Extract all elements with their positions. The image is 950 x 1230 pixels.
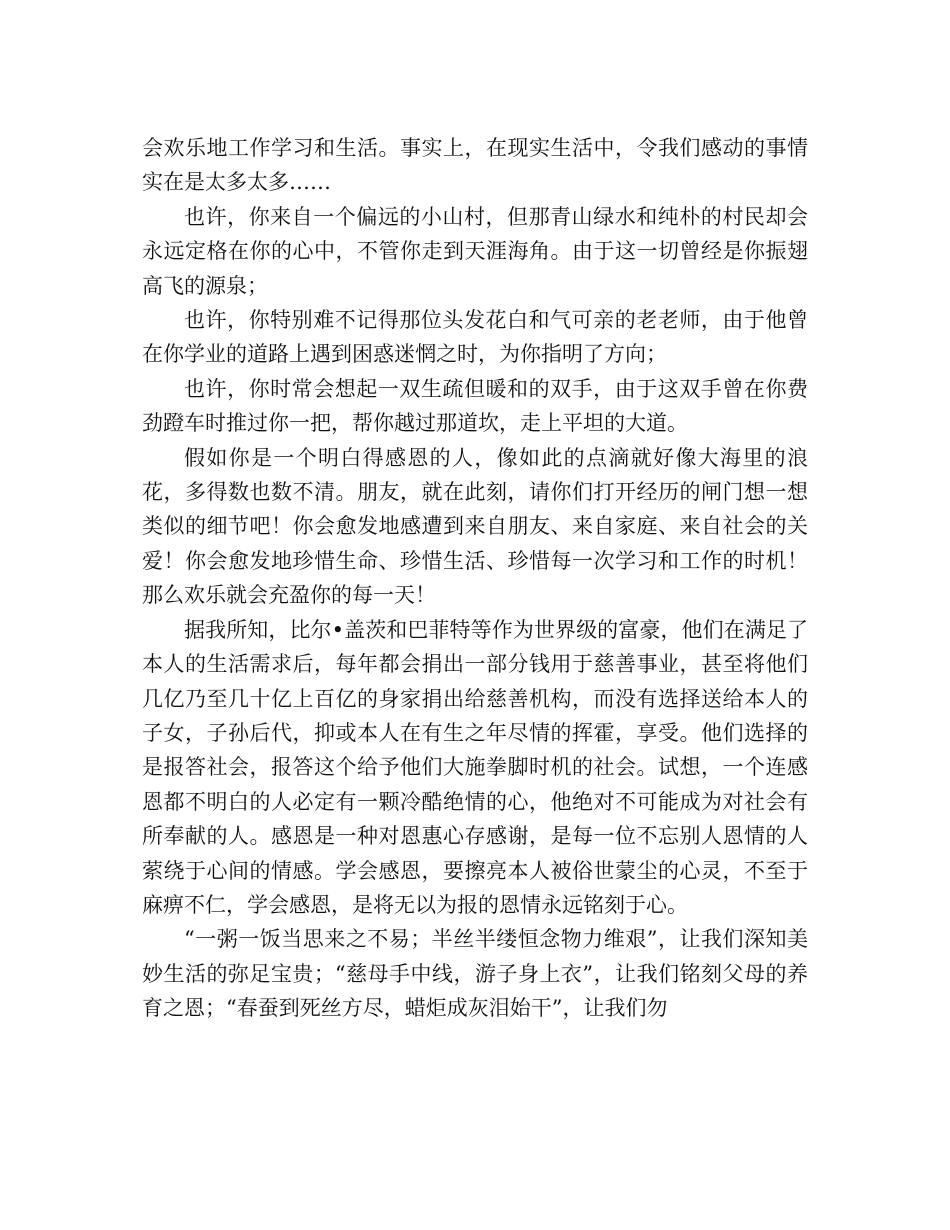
paragraph-4: 也许，你时常会想起一双生疏但暖和的双手，由于这双手曾在你费劲蹬车时推过你一把，帮你越过那道坎，走上平坦的大道。 — [142, 376, 808, 436]
paragraph-6: 据我所知，比尔•盖茨和巴菲特等作为世界级的富豪，他们在满足了本人的生活需求后，每年都会捐出一部分钱用于慈善事业，甚至将他们几亿乃至几十亿上百亿的身家捐出给慈善机构，而没有选择送给本人的子女，子孙后代，抑或本人在有生之年尽情的挥霍，享受。他们选择的是报答社会，报答这个给予他们大施拳脚时机的社会。试想，一个连感恩都不明白的人必定有一颗冷酷绝情的心，他绝对不可能成为对社会有所奉献的人。感恩是一种对恩惠心存感谢，是每一位不忘别人恩情的人萦绕于心间的情感。学会感恩，要擦亮本人被俗世蒙尘的心灵，不至于麻痹不仁，学会感恩，是将无以为报的恩情永远铭刻于心。 — [142, 617, 808, 917]
paragraph-1: 会欢乐地工作学习和生活。事实上，在现实生活中，令我们感动的事情实在是太多太多…… — [142, 136, 808, 195]
paragraph-7: “一粥一饭当思来之不易；半丝半缕恒念物力维艰”，让我们深知美妙生活的弥足宝贵；“慈母手中线，游子身上衣”，让我们铭刻父母的养育之恩；“春蚕到死丝方尽，蜡炬成灰泪始干”，让我们勿 — [142, 927, 808, 1021]
paragraph-2: 也许，你来自一个偏远的小山村，但那青山绿水和纯朴的村民却会永远定格在你的心中，不管你走到天涯海角。由于这一切曾经是你振翅高飞的源泉； — [142, 204, 808, 298]
paragraph-5: 假如你是一个明白得感恩的人，像如此的点滴就好像大海里的浪花，多得数也数不清。朋友，就在此刻，请你们打开经历的闸门想一想类似的细节吧！你会愈发地感遭到来自朋友、来自家庭、来自社会的关爱！你会愈发地珍惜生命、珍惜生活、珍惜每一次学习和工作的时机！那么欢乐就会充盈你的每一天！ — [142, 445, 808, 608]
document-body — [142, 131, 808, 1026]
paragraph-3: 也许，你特别难不记得那位头发花白和气可亲的老老师，由于他曾在你学业的道路上遇到困惑迷惘之时，为你指明了方向； — [142, 308, 808, 367]
